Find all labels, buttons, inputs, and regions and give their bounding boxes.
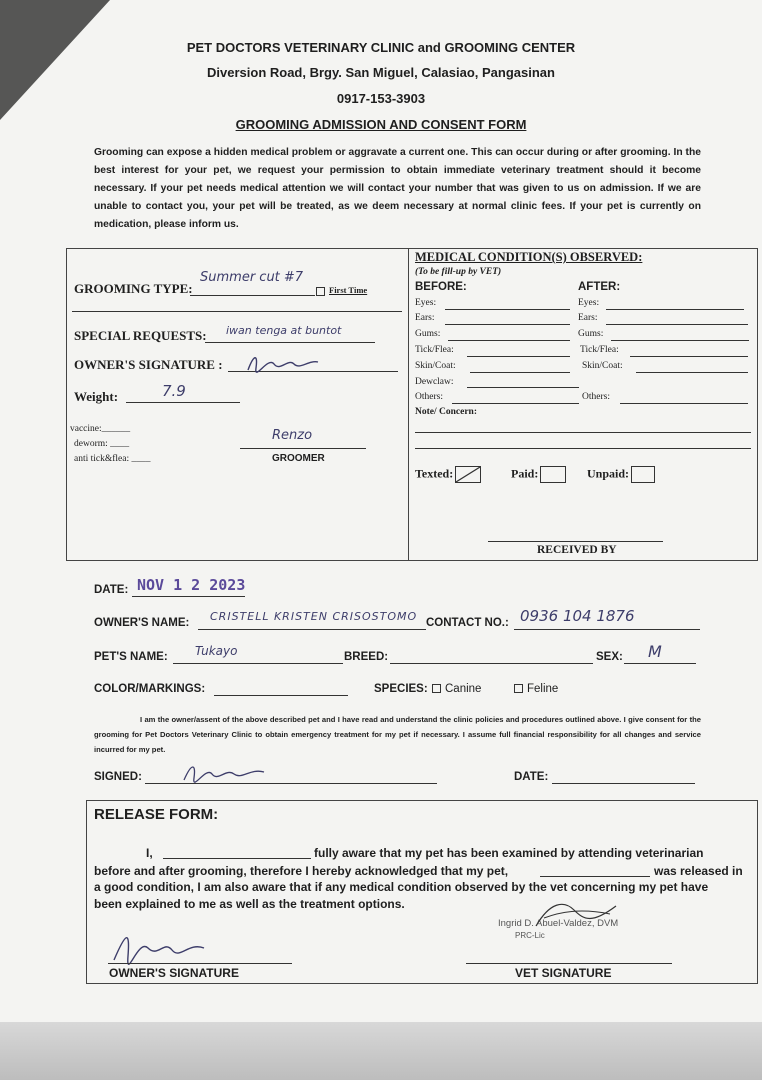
paid-checkbox[interactable] bbox=[540, 466, 566, 483]
box-divider bbox=[408, 248, 409, 560]
first-time-checkbox[interactable] bbox=[316, 287, 325, 296]
vet-stamp-name: Ingrid D. Abuel-Valdez, DVM bbox=[498, 918, 619, 929]
grooming-extra-line bbox=[72, 311, 402, 312]
before-ears-line bbox=[445, 324, 570, 325]
special-requests-line bbox=[205, 342, 375, 343]
color-label: COLOR/MARKINGS: bbox=[94, 683, 206, 695]
before-gums-line bbox=[448, 340, 570, 341]
release-line2-end: was released in bbox=[654, 864, 743, 878]
release-pet-line bbox=[540, 876, 650, 877]
before-eyes-line bbox=[445, 309, 570, 310]
dewclaw-line bbox=[467, 387, 579, 388]
medical-title: MEDICAL CONDITION(S) OBSERVED: bbox=[415, 250, 643, 264]
feline-checkbox[interactable] bbox=[514, 684, 523, 693]
after-tick: Tick/Flea: bbox=[580, 345, 619, 355]
pet-name-label: PET'S NAME: bbox=[94, 651, 168, 663]
owner-release-sig-label: OWNER'S SIGNATURE bbox=[109, 966, 239, 980]
groomer-label: GROOMER bbox=[272, 453, 325, 464]
after-others-line bbox=[620, 403, 748, 404]
date-line bbox=[132, 596, 245, 597]
pet-name-line bbox=[173, 663, 343, 664]
received-by-line bbox=[488, 541, 663, 542]
form-title: GROOMING ADMISSION AND CONSENT FORM bbox=[235, 117, 527, 132]
owner-release-signature-mark bbox=[108, 928, 208, 966]
owner-release-sig-line bbox=[108, 963, 292, 964]
breed-line bbox=[390, 663, 593, 664]
release-line1: fully aware that my pet has been examined by attending veterinarian bbox=[314, 846, 704, 860]
vet-signature-mark bbox=[530, 898, 620, 932]
contact-line bbox=[514, 629, 700, 630]
after-ears: Ears: bbox=[578, 313, 598, 323]
feline-option: Feline bbox=[514, 683, 558, 695]
after-label: AFTER: bbox=[578, 281, 621, 293]
first-time-option: First Time bbox=[316, 285, 367, 296]
before-skin-line bbox=[470, 372, 570, 373]
note-line-1 bbox=[415, 432, 751, 433]
deworm-row: deworm: ____ bbox=[74, 439, 130, 449]
dewclaw-label: Dewclaw: bbox=[415, 377, 454, 387]
weight-label: Weight: bbox=[74, 389, 119, 404]
after-eyes-line bbox=[606, 309, 744, 310]
note-line-2 bbox=[415, 448, 751, 449]
vet-stamp-license: PRC-Lic bbox=[515, 931, 545, 940]
date-label: DATE: bbox=[94, 584, 129, 596]
color-line bbox=[214, 695, 348, 696]
signed-date-label: DATE: bbox=[514, 771, 549, 783]
breed-label: BREED: bbox=[344, 651, 389, 663]
after-gums-line bbox=[611, 340, 749, 341]
special-requests-label: SPECIAL REQUESTS: bbox=[74, 328, 207, 343]
weight-line bbox=[126, 402, 240, 403]
before-others-line bbox=[452, 403, 579, 404]
paid-option: Paid: bbox=[511, 466, 566, 483]
owner-name-line bbox=[198, 629, 426, 630]
signed-signature-mark bbox=[180, 760, 270, 786]
after-eyes: Eyes: bbox=[578, 298, 600, 308]
after-gums: Gums: bbox=[578, 329, 604, 339]
special-requests-value: iwan tenga at buntot bbox=[226, 324, 342, 337]
release-i-label: I, bbox=[146, 846, 153, 860]
intro-paragraph: Grooming can expose a hidden medical problem or aggravate a current one. This can occur during or after grooming. In the best interest for your pet, we request your permission to obtain immediate veterinary treatment should it become necessary. If your pet needs medical attention we will contact your number that was given to us on admission. If we are unable to contact you, your pet will be treated, as we deem necessary at normal clinic fees. If your pet is currently on medication, please inform us. bbox=[94, 147, 701, 230]
before-ears: Ears: bbox=[415, 313, 435, 323]
owner-signature-label: OWNER'S SIGNATURE : bbox=[74, 357, 223, 372]
after-skin-line bbox=[636, 372, 748, 373]
owner-name-label: OWNER'S NAME: bbox=[94, 617, 190, 629]
canine-checkbox[interactable] bbox=[432, 684, 441, 693]
after-ears-line bbox=[606, 324, 748, 325]
release-name-line bbox=[163, 858, 311, 859]
before-tick-line bbox=[467, 356, 570, 357]
after-skin: Skin/Coat: bbox=[582, 361, 623, 371]
vaccine-row: vaccine:______ bbox=[70, 424, 131, 434]
sex-line bbox=[624, 663, 696, 664]
sex-value: M bbox=[648, 642, 662, 661]
texted-option: Texted: bbox=[415, 466, 481, 483]
before-eyes: Eyes: bbox=[415, 298, 437, 308]
unpaid-option: Unpaid: bbox=[587, 466, 655, 483]
pet-name-value: Tukayo bbox=[195, 644, 238, 658]
unpaid-checkbox[interactable] bbox=[631, 466, 655, 483]
texted-checkbox[interactable] bbox=[455, 466, 481, 483]
clinic-address: Diversion Road, Brgy. San Miguel, Calasiao, Pangasinan bbox=[207, 65, 555, 80]
canine-option: Canine bbox=[432, 683, 481, 695]
before-skin: Skin/Coat: bbox=[415, 361, 456, 371]
groomer-value: Renzo bbox=[272, 428, 313, 443]
after-others: Others: bbox=[582, 392, 610, 402]
release-line4: been explained to me as well as the treatment options. bbox=[94, 897, 405, 911]
after-tick-line bbox=[630, 356, 748, 357]
signed-label: SIGNED: bbox=[94, 771, 142, 783]
clinic-phone: 0917-153-3903 bbox=[336, 91, 426, 106]
medical-subtitle: (To be fill-up by VET) bbox=[415, 267, 502, 277]
before-others: Others: bbox=[415, 392, 443, 402]
grooming-type-line bbox=[190, 295, 315, 296]
groomer-line bbox=[240, 448, 366, 449]
vet-sig-line bbox=[466, 963, 672, 964]
contact-value: 0936 104 1876 bbox=[520, 607, 635, 625]
scan-bottom-edge bbox=[0, 1022, 762, 1080]
texted-check-mark bbox=[456, 467, 480, 482]
received-by-label: RECEIVED BY bbox=[537, 544, 617, 556]
release-line3: a good condition, I am also aware that if any medical condition observed by the vet concerning my pet have bbox=[94, 880, 709, 894]
release-line2: before and after grooming, therefore I hereby acknowledged that my pet, bbox=[94, 864, 509, 878]
before-gums: Gums: bbox=[415, 329, 441, 339]
contact-label: CONTACT NO.: bbox=[426, 617, 509, 629]
grooming-type-value: Summer cut #7 bbox=[200, 270, 304, 285]
clinic-name: PET DOCTORS VETERINARY CLINIC and GROOMING CENTER bbox=[186, 40, 576, 55]
before-tick: Tick/Flea: bbox=[415, 345, 454, 355]
weight-value: 7.9 bbox=[162, 382, 186, 400]
sex-label: SEX: bbox=[596, 651, 623, 663]
signed-date-line bbox=[552, 783, 695, 784]
owner-signature-mark bbox=[244, 352, 324, 376]
vet-sig-label: VET SIGNATURE bbox=[515, 966, 612, 980]
date-stamp: NOV 1 2 2023 bbox=[137, 576, 246, 594]
species-label: SPECIES: bbox=[374, 683, 428, 695]
before-label: BEFORE: bbox=[415, 281, 467, 293]
release-title: RELEASE FORM: bbox=[94, 806, 219, 823]
owner-name-value: CRISTELL KRISTEN CRISOSTOMO bbox=[210, 610, 418, 623]
note-label: Note/ Concern: bbox=[415, 407, 477, 417]
consent-paragraph: I am the owner/assent of the above described pet and I have read and understand the clinic policies and procedures outlined above. I give consent for the grooming for Pet Doctors Veterinary Clinic to obtain emergency treatment for my pet if necessary. I assume full financial responsibility for all changes and service incurred for my pet. bbox=[94, 715, 701, 754]
grooming-type-label: GROOMING TYPE: bbox=[74, 281, 193, 296]
antitick-row: anti tick&flea: ____ bbox=[74, 454, 151, 464]
